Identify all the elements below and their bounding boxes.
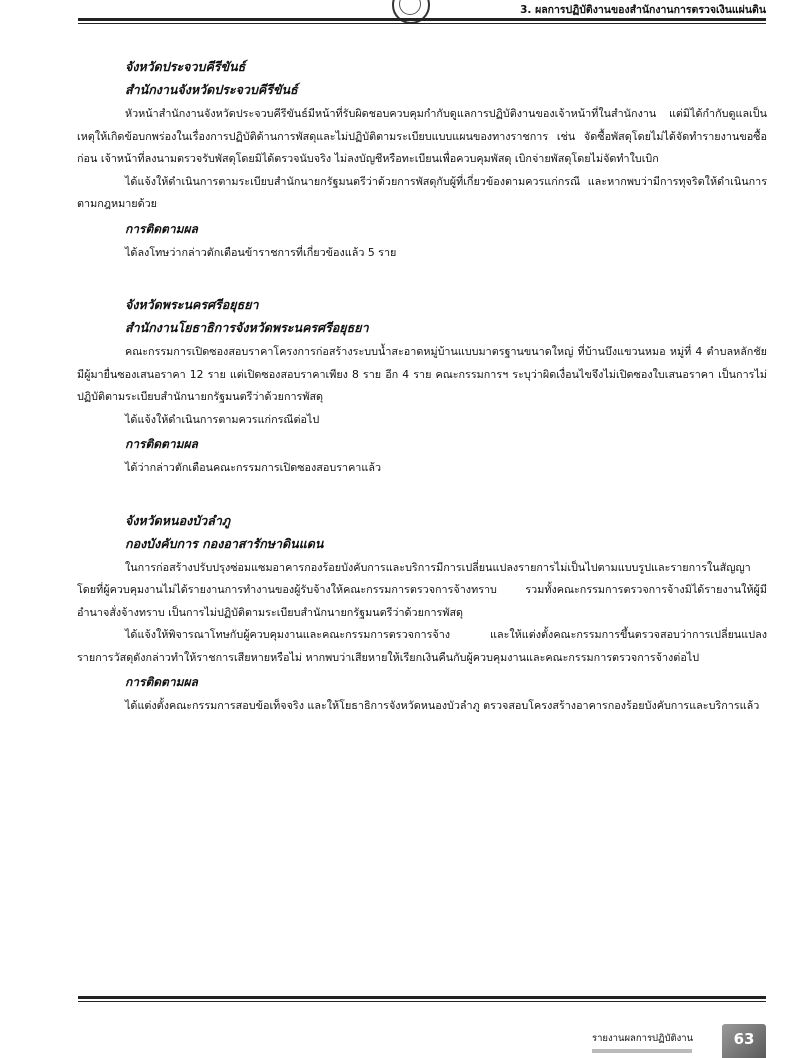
recommendation-paragraph: ได้แจ้งให้ดำเนินการตามควรแก่กรณีต่อไป <box>125 412 320 426</box>
finding-paragraph: หัวหน้าสำนักงานจังหวัดประจวบคีรีขันธ์มีหน้าที่รับผิดชอบควบคุมกำกับดูแลการปฏิบัติงานของเจ้าหน้าที่ในสำนักงาน แต่มิได้กำกับดูแลเป็นเหตุให้เกิดข้อบกพร่องในเรื่องการปฏิบัติด้านการพัสดุและไม่ปฏิบัติตามระเบียบแบบแผนของทางราชการ เช่น จัดซื้อพัสดุโดยไม่ได้จัดทำรายงานขอซื้อก่อน เจ้าหน้าที่ลงนามตรวจรับพัสดุโดยมิได้ตรวจนับจริง ไม่ลงบัญชีหรือทะเบียนเพื่อควบคุมพัสดุ เบิกจ่ายพัสดุโดยไม่จัดทำใบเบิก <box>77 107 767 165</box>
follow-up-heading: การติดตามผล <box>125 437 198 451</box>
section-ayutthaya <box>77 296 767 480</box>
footer-subline <box>592 1049 692 1053</box>
page-header-title: 3. ผลการปฏิบัติงานของสำนักงานการตรวจเงินแผ่นดิน <box>520 4 766 16</box>
recommendation-paragraph: ได้แจ้งให้ดำเนินการตามระเบียบสำนักนายกรัฐมนตรีว่าด้วยการพัสดุกับผู้ที่เกี่ยวข้องตามควรแก่กรณี และหากพบว่ามีการทุจริตให้ดำเนินการตามกฎหมายด้วย <box>77 174 767 210</box>
province-heading: จังหวัดพระนครศรีอยุธยา <box>125 297 259 312</box>
document-body <box>77 58 767 750</box>
agency-heading: กองบังคับการ กองอาสารักษาดินแดน <box>125 535 324 551</box>
finding-paragraph: ในการก่อสร้างปรับปรุงซ่อมแซมอาคารกองร้อยบังคับการและบริการมีการเปลี่ยนแปลงรายการไม่เป็นไปตามแบบรูปและรายการในสัญญาโดยที่ผู้ควบคุมงานไม่ได้รายงานการทำงานของผู้รับจ้างให้คณะกรรมการตรวจการจ้างทราบ รวมทั้งคณะกรรมการตรวจการจ้างมิได้รายงานให้ผู้มีอำนาจสั่งจ้างทราบ เป็นการไม่ปฏิบัติตามระเบียบสำนักนายกรัฐมนตรีว่าด้วยการพัสดุ <box>77 560 767 619</box>
follow-up-text: ได้ว่ากล่าวตักเตือนคณะกรรมการเปิดซองสอบราคาแล้ว <box>125 461 382 474</box>
page-number: 63 <box>722 1024 766 1058</box>
header-divider-thin <box>78 23 766 24</box>
follow-up-heading: การติดตามผล <box>125 221 198 236</box>
follow-up-text: ได้ลงโทษว่ากล่าวตักเตือนข้าราชการที่เกี่ยวข้องแล้ว 5 ราย <box>125 245 397 259</box>
footer-divider-thin <box>78 1001 766 1002</box>
agency-heading: สำนักงานจังหวัดประจวบคีรีขันธ์ <box>125 82 298 97</box>
footer-report-label: รายงานผลการปฏิบัติงาน <box>592 1033 694 1044</box>
finding-paragraph: คณะกรรมการเปิดซองสอบราคาโครงการก่อสร้างระบบน้ำสะอาดหมู่บ้านแบบมาตรฐานขนาดใหญ่ ที่บ้านบึงแขวนหมอ หมู่ที่ 4 ตำบลหลักชัย มีผู้มายื่นซองเสนอราคา 12 ราย แต่เปิดซองสอบราคาเพียง 8 ราย อีก 4 ราย คณะกรรมการฯ ระบุว่าผิดเงื่อนไขจึงไม่เปิดซองใบเสนอราคา เป็นการไม่ปฏิบัติตามระเบียบสำนักนายกรัฐมนตรีว่าด้วยการพัสดุ <box>77 345 767 403</box>
province-heading: จังหวัดหนองบัวลำภู <box>125 512 231 528</box>
recommendation-paragraph: ได้แจ้งให้พิจารณาโทษกับผู้ควบคุมงานและคณะกรรมการตรวจการจ้าง และให้แต่งตั้งคณะกรรมการขึ้นตรวจสอบว่าการเปลี่ยนแปลงรายการวัสดุดังกล่าวทำให้ราชการเสียหายหรือไม่ หากพบว่าเสียหายให้เรียกเงินคืนกับผู้ควบคุมงานและคณะกรรมการตรวจการจ้างต่อไป <box>77 628 767 664</box>
follow-up-text: ได้แต่งตั้งคณะกรรมการสอบข้อเท็จจริง และให้โยธาธิการจังหวัดหนองบัวลำภู ตรวจสอบโครงสร้างอาคารกองร้อยบังคับการและบริการแล้ว <box>125 699 760 712</box>
header-divider <box>78 18 766 21</box>
footer-divider <box>78 996 766 999</box>
agency-heading: สำนักงานโยธาธิการจังหวัดพระนครศรีอยุธยา <box>125 320 369 335</box>
section-prachuap <box>77 58 767 264</box>
province-heading: จังหวัดประจวบคีรีขันธ์ <box>125 59 246 74</box>
section-nongbualamphu <box>77 512 767 718</box>
follow-up-heading: การติดตามผล <box>125 675 198 689</box>
